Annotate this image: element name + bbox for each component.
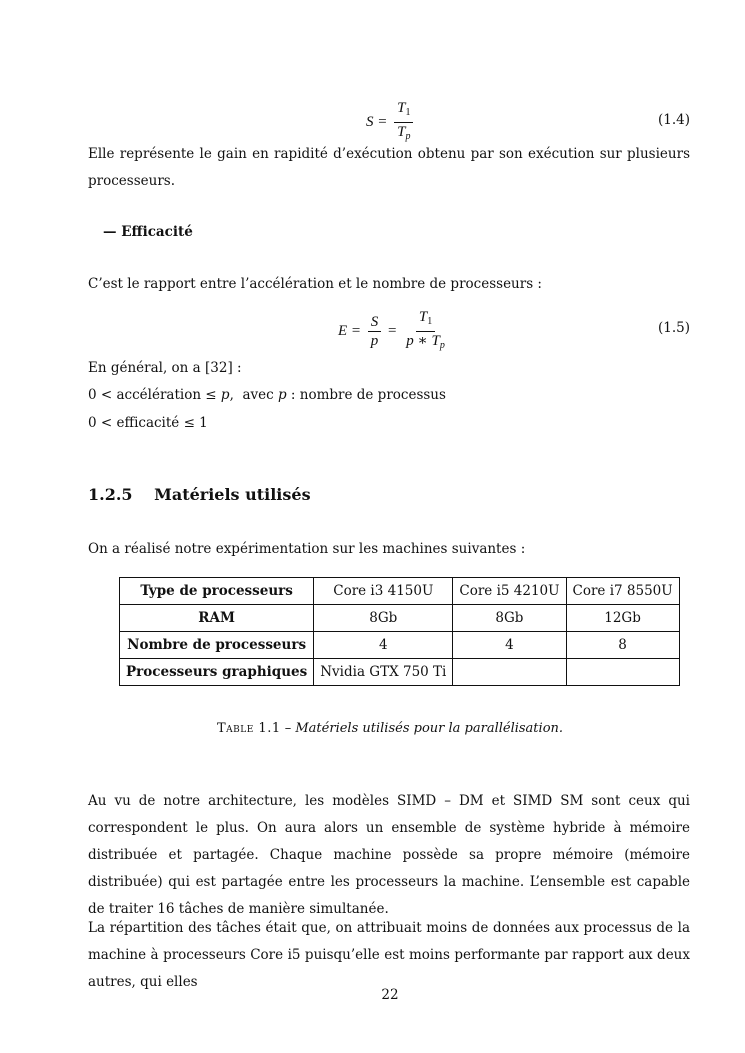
table-caption xyxy=(0,721,745,736)
eq15-f2-den-sub: p xyxy=(439,340,445,351)
eq14-num-base: T xyxy=(397,100,406,116)
table-cell xyxy=(453,659,566,686)
caption-label: Table 1.1 xyxy=(216,721,281,736)
table-row xyxy=(120,632,680,659)
eq15-f2-den-p: p ∗ xyxy=(406,333,432,349)
eq15-fraction-2 xyxy=(403,309,448,354)
inequality-efficacite: 0 < efficacité ≤ 1 xyxy=(88,415,208,431)
table-header-cell: Core i5 4210U xyxy=(453,578,566,605)
table-cell: 8Gb xyxy=(314,605,453,632)
paragraph-repartition: La répartition des tâches était que, on attribuait moins de données aux processus de la machine à processeurs Core i5 puisqu’elle est moins performante par rapport aux deux autres, qui elles xyxy=(88,920,690,990)
eq14-lhs: S = xyxy=(366,113,388,130)
ineq1-c: : nombre de processus xyxy=(286,387,446,403)
item-dash: — xyxy=(103,224,117,240)
ineq1-b: , avec xyxy=(229,387,278,403)
eq14-den-sub: p xyxy=(405,131,411,142)
ineq1-a: 0 < accélération ≤ xyxy=(88,387,221,403)
table-header-cell: Core i7 8550U xyxy=(566,578,679,605)
eq14-number: (1.4) xyxy=(657,112,690,128)
table-row xyxy=(120,605,680,632)
page-number: 22 xyxy=(381,987,399,1003)
table-row-header: RAM xyxy=(120,605,314,632)
table-cell: 12Gb xyxy=(566,605,679,632)
table-row-header: Nombre de processeurs xyxy=(120,632,314,659)
table-row xyxy=(120,659,680,686)
general-line: En général, on a [32] : xyxy=(88,360,242,376)
inequality-acceleration xyxy=(88,387,446,403)
paragraph-rapport: C’est le rapport entre l’accélération et le nombre de processeurs : xyxy=(88,276,542,292)
section-number: 1.2.5 xyxy=(88,485,133,504)
table-header-row xyxy=(120,578,680,605)
ineq1-var2: p xyxy=(277,387,287,403)
caption-text: Matériels utilisés pour la parallélisation. xyxy=(295,721,564,736)
equation-1-4 xyxy=(366,100,416,145)
eq15-number: (1.5) xyxy=(657,320,690,336)
item-efficacite xyxy=(103,224,193,240)
table-header-cell: Core i3 4150U xyxy=(314,578,453,605)
caption-sep: – xyxy=(280,721,296,736)
eq15-f1-num: S xyxy=(368,314,382,332)
table-row-header: Processeurs graphiques xyxy=(120,659,314,686)
eq15-f2-den-base: T xyxy=(431,333,440,349)
paragraph-experimentation: On a réalisé notre expérimentation sur les machines suivantes : xyxy=(88,541,526,557)
eq15-fraction-1 xyxy=(368,314,382,349)
ineq1-var: p xyxy=(220,387,230,403)
paragraph-gain: Elle représente le gain en rapidité d’exécution obtenu par son exécution sur plusieurs processeurs. xyxy=(88,146,690,189)
eq14-num-sub: 1 xyxy=(405,107,411,118)
eq15-f1-den: p xyxy=(370,333,379,349)
eq14-fraction xyxy=(394,100,413,145)
table-cell: 8Gb xyxy=(453,605,566,632)
section-heading xyxy=(88,485,311,504)
eq14-den-base: T xyxy=(397,124,406,140)
paragraph-architecture: Au vu de notre architecture, les modèles SIMD – DM et SIMD SM sont ceux qui correspondent le plus. On aura alors un ensemble de système hybride à mémoire distribuée et partagée. Chaque machine possède sa propre mémoire (mémoire distribuée) qui est partagée entre les processeurs la machine. L’ensemble est capable de traiter 16 tâches de manière simultanée. xyxy=(88,793,690,917)
eq15-f2-num-sub: 1 xyxy=(427,316,433,327)
hardware-table xyxy=(119,577,680,686)
table-cell: 4 xyxy=(453,632,566,659)
table-cell: Nvidia GTX 750 Ti xyxy=(314,659,453,686)
item-label: Efficacité xyxy=(121,224,193,240)
table-cell: 8 xyxy=(566,632,679,659)
eq15-f2-num-base: T xyxy=(418,309,428,325)
table-cell xyxy=(566,659,679,686)
section-title: Matériels utilisés xyxy=(154,485,311,504)
eq15-equals: = xyxy=(388,322,397,339)
eq15-lhs: E = xyxy=(338,322,362,339)
table-cell: 4 xyxy=(314,632,453,659)
equation-1-5 xyxy=(338,309,451,354)
table-header-cell: Type de processeurs xyxy=(120,578,314,605)
